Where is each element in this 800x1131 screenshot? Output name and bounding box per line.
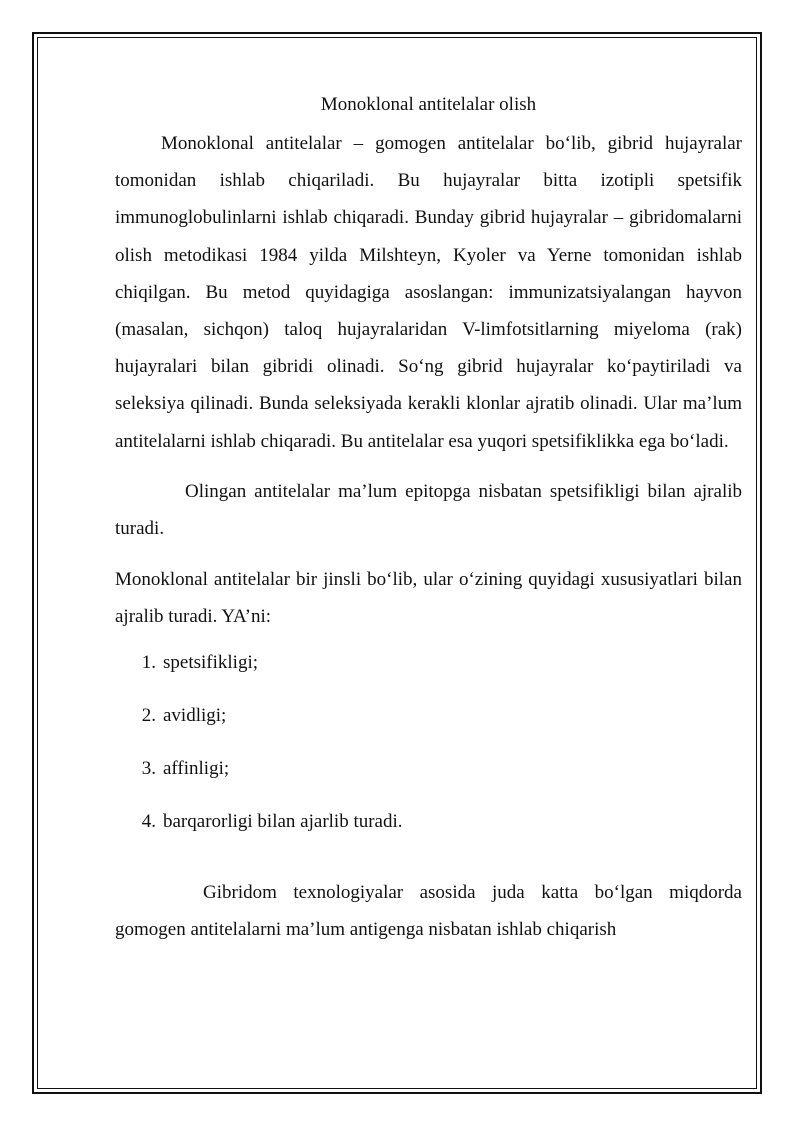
list-item (115, 754, 742, 807)
list-item (115, 807, 742, 860)
document-title: Monoklonal antitelalar olish (320, 94, 537, 115)
list-item (115, 648, 742, 701)
list-number: 3. (141, 757, 156, 779)
paragraph-epitope: Olingan antitelalar ma’lum epitopga nisbatan spetsifikligi bilan ajralib turadi. (115, 480, 742, 540)
paragraph-intro: Monoklonal antitelalar – gomogen antitelalar bo‘lib, gibrid hujayralar tomonidan ishlab chiqariladi. Bu hujayralar bitta izotipli spetsifik immunoglobulinlarni ishlab chiqaradi. Bunday gibrid hujayralar – gibridomalarni olish metodikasi 1984 yilda Milshteyn, Kyoler va Yerne tomonidan ishlab chiqilgan. Bu metod quyidagiga asoslangan: immunizatsiyalangan hayvon (masalan, sichqon) taloq hujayralaridan V-limfotsitlarning miyeloma (rak) hujayralari bilan gibridi olinadi. So‘ng gibrid hujayralar ko‘paytiriladi va seleksiya qilinadi. Bunda seleksiyada kerakli klonlar ajratib olinadi. Ular ma’lum antitelalarni ishlab chiqaradi. Bu antitelalar esa yuqori spetsifiklikka ega bo‘ladi. (115, 133, 742, 452)
list-item (115, 701, 742, 754)
list-number: 4. (141, 810, 156, 832)
list-text: spetsifikligi; (163, 651, 258, 673)
paragraph-hybridoma: Gibridom texnologiyalar asosida juda katta bo‘lgan miqdorda gomogen antitelalarni ma’lum antigenga nisbatan ishlab chiqarish (115, 881, 742, 940)
list-text: barqarorligi bilan ajarlib turadi. (163, 810, 403, 832)
list-text: avidligi; (163, 704, 227, 726)
document-body (115, 90, 742, 948)
paragraph-properties: Monoklonal antitelalar bir jinsli bo‘lib, ular o‘zining quyidagi xususiyatlari bilan ajralib turadi. YA’ni: (115, 569, 742, 628)
properties-list (115, 648, 742, 860)
list-number: 1. (141, 651, 156, 673)
list-number: 2. (141, 704, 156, 726)
list-text: affinligi; (163, 757, 230, 779)
